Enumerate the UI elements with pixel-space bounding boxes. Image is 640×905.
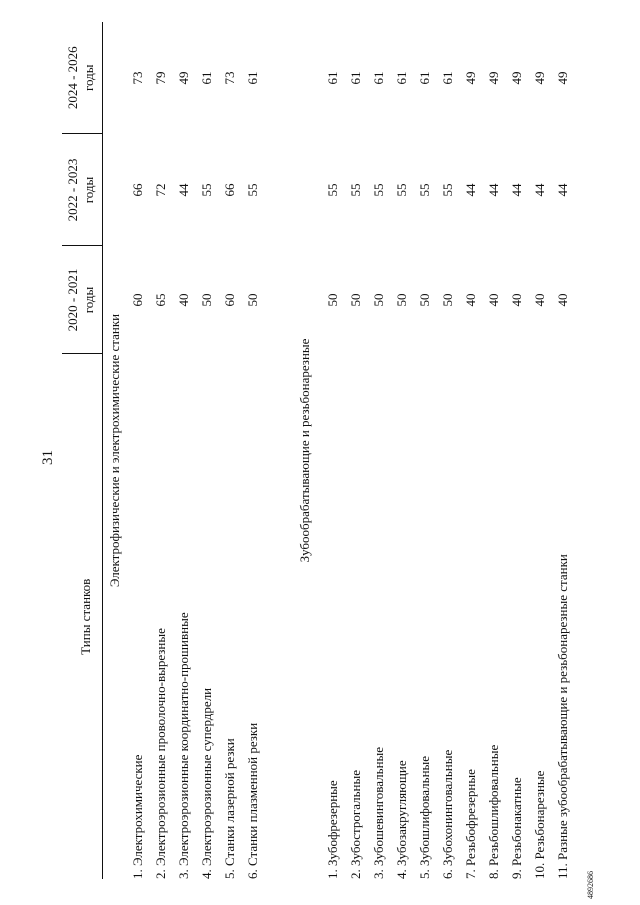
row-value: 40	[508, 293, 524, 307]
row-value: 50	[347, 293, 363, 307]
row-label: 5. Зубошлифовальные	[416, 755, 432, 879]
period-unit: годы	[80, 64, 96, 91]
row-label: 1. Зубофрезерные	[324, 780, 340, 879]
section-title: Электрофизические и электрохимические станки	[106, 313, 122, 588]
row-value: 49	[531, 71, 547, 85]
row-value: 44	[508, 183, 524, 197]
table-row	[241, 22, 264, 879]
row-value: 79	[152, 71, 168, 85]
row-value: 49	[485, 71, 501, 85]
row-value: 44	[485, 183, 501, 197]
row-value: 55	[198, 183, 214, 197]
row-label: 2. Зубострогальные	[347, 770, 363, 879]
row-value: 44	[531, 183, 547, 197]
row-value: 50	[198, 293, 214, 307]
row-value: 61	[370, 71, 386, 85]
table-row	[390, 22, 413, 879]
row-value: 55	[324, 183, 340, 197]
table-row	[505, 22, 528, 879]
table-row	[459, 22, 482, 879]
row-value: 66	[221, 183, 237, 197]
row-value: 73	[129, 71, 145, 85]
row-value: 61	[244, 71, 260, 85]
document-stamp: 4892686	[586, 871, 595, 899]
row-value: 61	[324, 71, 340, 85]
table-row	[482, 22, 505, 879]
table-row	[551, 22, 574, 879]
row-value: 61	[198, 71, 214, 85]
row-value: 55	[244, 183, 260, 197]
row-label: 8. Резьбошлифовальные	[485, 744, 501, 879]
header-types-label: Типы станков	[78, 578, 93, 655]
row-label: 9. Резьбонакатные	[508, 777, 524, 879]
row-value: 72	[152, 183, 168, 197]
row-value: 61	[347, 71, 363, 85]
row-label: 3. Электроэрозионные координатно-прошивные	[175, 612, 191, 879]
row-value: 73	[221, 71, 237, 85]
section-title-row	[103, 22, 127, 879]
row-label: 4. Электроэрозионные супердрели	[198, 687, 214, 879]
spacer-cell	[264, 22, 289, 879]
row-value: 40	[175, 293, 191, 307]
row-label: 4. Зубозакругляющие	[393, 760, 409, 879]
row-value: 44	[554, 183, 570, 197]
row-value: 49	[175, 71, 191, 85]
row-value: 50	[244, 293, 260, 307]
row-label: 6. Станки плазменной резки	[244, 722, 260, 879]
table-row	[218, 22, 241, 879]
section-spacer	[264, 22, 289, 879]
row-label: 1. Электрохимические	[129, 754, 145, 879]
table-row	[344, 22, 367, 879]
row-value: 65	[152, 293, 168, 307]
row-value: 61	[439, 71, 455, 85]
table-row	[126, 22, 149, 879]
row-value: 55	[439, 183, 455, 197]
row-value: 60	[129, 293, 145, 307]
row-value: 40	[531, 293, 547, 307]
row-value: 66	[129, 183, 145, 197]
row-value: 60	[221, 293, 237, 307]
table-row	[413, 22, 436, 879]
table-row	[367, 22, 390, 879]
row-value: 50	[439, 293, 455, 307]
table-row	[172, 22, 195, 879]
page-number: 31	[40, 450, 56, 465]
row-value: 44	[462, 183, 478, 197]
header-types	[62, 354, 103, 879]
row-value: 50	[393, 293, 409, 307]
row-label: 7. Резьбофрезерные	[462, 769, 478, 879]
row-value: 50	[324, 293, 340, 307]
section-title: Зубообрабатывающие и резьбонарезные	[297, 338, 312, 563]
row-label: 2. Электроэрозионные проволочно-вырезные	[152, 628, 168, 879]
row-value: 50	[416, 293, 432, 307]
machine-types-table	[62, 22, 574, 879]
row-value: 61	[393, 71, 409, 85]
row-value: 40	[462, 293, 478, 307]
period-unit: годы	[80, 286, 96, 314]
table-row	[436, 22, 459, 879]
row-label: 6. Зубохонинговальные	[439, 749, 455, 879]
row-value: 40	[554, 293, 570, 307]
header-period-1	[62, 246, 103, 354]
row-value: 44	[175, 183, 191, 197]
row-label: 11. Разные зубообрабатывающие и резьбонарезные станки	[554, 554, 570, 879]
header-period-3	[62, 22, 103, 134]
row-value: 40	[485, 293, 501, 307]
row-value: 55	[347, 183, 363, 197]
row-value: 50	[370, 293, 386, 307]
table-row	[149, 22, 172, 879]
row-value: 49	[462, 71, 478, 85]
row-label: 3. Зубошевинговальные	[370, 746, 386, 879]
period-range: 2024 - 2026	[64, 46, 80, 110]
row-value: 55	[393, 183, 409, 197]
period-range: 2020 - 2021	[64, 268, 80, 332]
row-label: 10. Резьбонарезные	[531, 770, 547, 879]
row-value: 49	[508, 71, 524, 85]
period-range: 2022 - 2023	[64, 158, 80, 222]
row-value: 49	[554, 71, 570, 85]
header-period-2	[62, 134, 103, 246]
table-body	[103, 22, 575, 879]
table-row	[195, 22, 218, 879]
row-value: 55	[416, 183, 432, 197]
table-row	[528, 22, 551, 879]
period-unit: годы	[80, 176, 96, 204]
row-value: 55	[370, 183, 386, 197]
section-title-row	[289, 22, 321, 879]
table-row	[321, 22, 344, 879]
row-label: 5. Станки лазерной резки	[221, 738, 237, 879]
row-value: 61	[416, 71, 432, 85]
table-header-row	[62, 22, 103, 879]
